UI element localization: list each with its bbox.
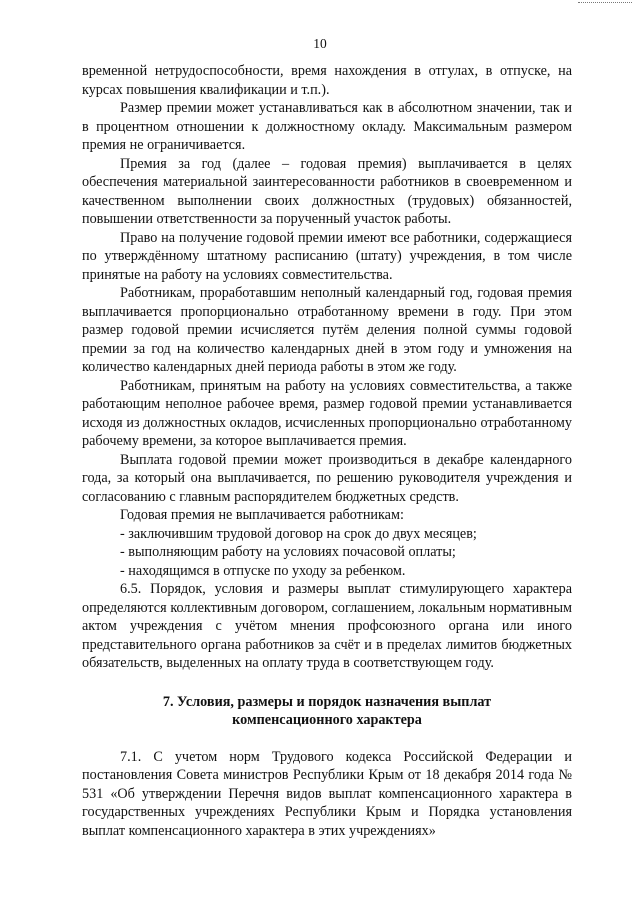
section-heading-line: компенсационного характера: [232, 712, 422, 728]
paragraph: временной нетрудоспособности, время нахождения в отгулах, в отпуске, на курсах повышения квалификации и т.п.).: [82, 63, 572, 98]
paragraph: Размер премии может устанавливаться как в абсолютном значении, так и в процентном отношении к должностному окладу. Максимальным размером премия не ограничивается.: [82, 100, 572, 153]
paragraph: Годовая премия не выплачивается работникам:: [120, 507, 404, 523]
paragraph: Выплата годовой премии может производиться в декабре календарного года, за который она выплачивается, по решению руководителя учреждения и согласованию с главным распорядителем бюджетных средств.: [82, 451, 572, 505]
paragraph: 6.5. Порядок, условия и размеры выплат стимулирующего характера определяются коллективным договором, соглашением, локальным нормативным актом учреждения с учётом мнения профсоюзного органа или иного представительного органа работников за счёт и в пределах лимитов бюджетных обязательств, выделенных на оплату труда в соответствующем году.: [82, 581, 572, 671]
list-item: - находящимся в отпуске по уходу за ребенком.: [120, 562, 406, 579]
top-dotted-rule: [578, 2, 632, 3]
document-body: [82, 62, 572, 840]
section-heading-line: 7. Условия, размеры и порядок назначения выплат: [162, 693, 492, 710]
paragraph: Премия за год (далее – годовая премия) выплачивается в целях обеспечения материальной заинтересованности работников в своевременном и качественном выполнении своих должностных (трудовых) обязанностей, повышении ответственности за порученный участок работы.: [82, 155, 572, 227]
list-item: - заключившим трудовой договор на срок до двух месяцев;: [120, 525, 477, 542]
list-item: - выполняющим работу на условиях почасовой оплаты;: [120, 544, 456, 560]
section-heading: [82, 693, 572, 730]
page-number: 10: [313, 36, 327, 51]
paragraph: Работникам, проработавшим неполный календарный год, годовая премия выплачивается пропорционально отработанному времени в году. При этом размер годовой премии исчисляется путём деления полной суммы годовой премии за год на количество календарных дней в этом году и умножения на количество календарных дней периода работы в этом же году.: [82, 285, 572, 375]
paragraph: Работникам, принятым на работу на условиях совместительства, а также работающим неполное рабочее время, размер годовой премии устанавливается исходя из должностных окладов, исчисленных пропорционально отработанному рабочему времени, за которое выплачивается премия.: [82, 377, 572, 449]
paragraph: 7.1. С учетом норм Трудового кодекса Российской Федерации и постановления Совета министров Республики Крым от 18 декабря 2014 года № 531 «Об утверждении Перечня видов выплат компенсационного характера в государственных учреждениях Республики Крым и Порядка установления выплат компенсационного характера в этих учреждениях»: [82, 748, 572, 839]
paragraph: Право на получение годовой премии имеют все работники, содержащиеся по утверждённому штатному расписанию (штату) учреждения, в том числе принятые на работу на условиях совместительства.: [82, 229, 572, 283]
